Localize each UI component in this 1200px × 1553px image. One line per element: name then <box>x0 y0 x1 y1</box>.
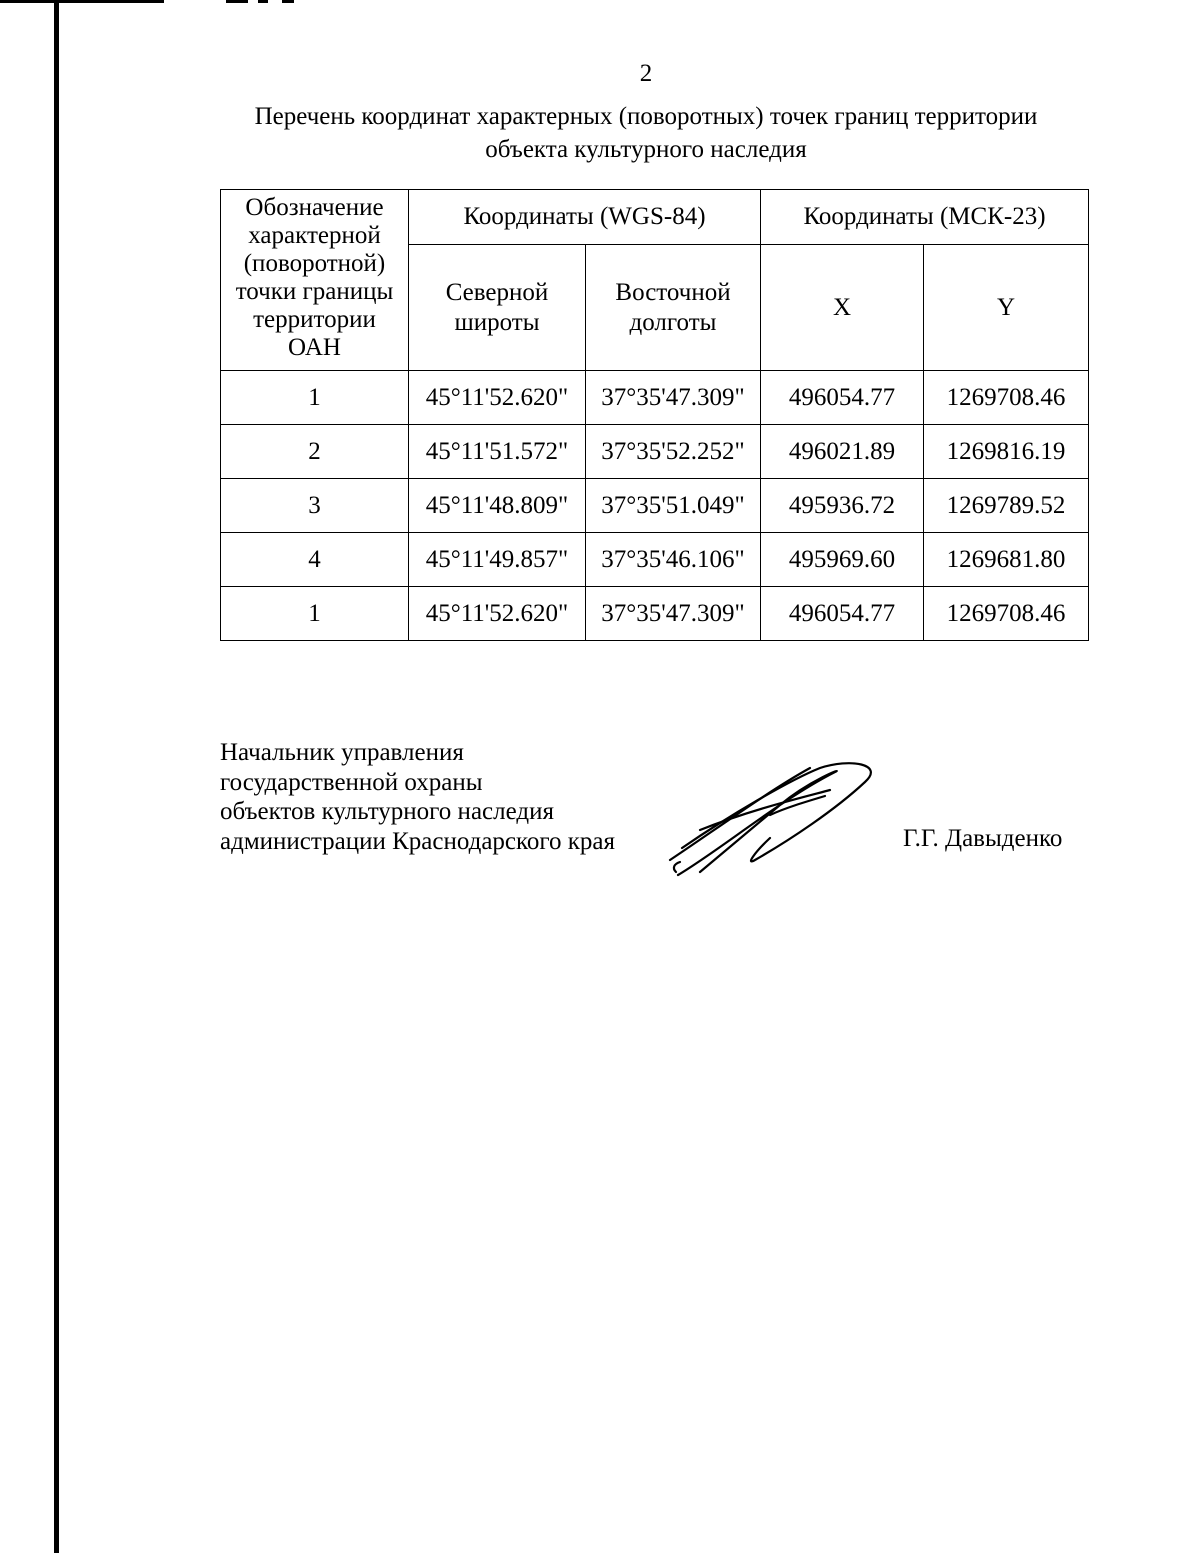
cell-y: 1269681.80 <box>924 533 1089 587</box>
cell-x: 496021.89 <box>761 425 924 479</box>
cell-east: 37°35'51.049" <box>586 479 761 533</box>
cell-x: 495936.72 <box>761 479 924 533</box>
signer-position <box>220 738 615 856</box>
table-row <box>221 371 1089 425</box>
header-designation-line: ОАН <box>288 334 341 361</box>
position-line: администрации Краснодарского края <box>220 827 616 855</box>
header-y: Y <box>924 245 1089 371</box>
cell-x: 496054.77 <box>761 371 924 425</box>
position-line: объектов культурного наследия <box>220 798 554 825</box>
handwritten-signature <box>660 760 890 885</box>
cell-x: 496054.77 <box>761 587 924 641</box>
cell-point: 4 <box>221 533 409 587</box>
table-row <box>221 533 1089 587</box>
header-designation-line: характерной <box>248 222 381 249</box>
table-header-row <box>221 190 1089 245</box>
cell-east: 37°35'47.309" <box>586 371 761 425</box>
scan-top-mark <box>226 0 306 4</box>
cell-point: 2 <box>221 425 409 479</box>
header-designation-line: территории <box>253 306 376 333</box>
cell-east: 37°35'46.106" <box>586 533 761 587</box>
cell-point: 1 <box>221 587 409 641</box>
cell-y: 1269789.52 <box>924 479 1089 533</box>
cell-y: 1269708.46 <box>924 371 1089 425</box>
title-line-1: Перечень координат характерных (поворотных) точек границ территории <box>254 103 1038 130</box>
header-north-line: широты <box>454 308 540 336</box>
cell-east: 37°35'47.309" <box>586 587 761 641</box>
cell-north: 45°11'52.620" <box>409 587 586 641</box>
header-east-line: долготы <box>629 308 717 336</box>
coordinates-table <box>220 189 1089 641</box>
header-north-line: Северной <box>445 278 549 306</box>
cell-point: 3 <box>221 479 409 533</box>
cell-x: 495969.60 <box>761 533 924 587</box>
table-row <box>221 425 1089 479</box>
table-row <box>221 479 1089 533</box>
table-row <box>221 587 1089 641</box>
header-east-longitude <box>586 245 761 371</box>
header-north-latitude <box>409 245 586 371</box>
header-designation-line: точки границы <box>235 278 394 305</box>
cell-north: 45°11'52.620" <box>409 371 586 425</box>
cell-north: 45°11'51.572" <box>409 425 586 479</box>
header-designation-line: Обозначение <box>245 194 384 221</box>
cell-north: 45°11'49.857" <box>409 533 586 587</box>
header-wgs84-group: Координаты (WGS-84) <box>409 190 761 245</box>
scan-top-rule <box>0 0 164 3</box>
cell-point: 1 <box>221 371 409 425</box>
document-title <box>200 100 1092 166</box>
signer-name: Г.Г. Давыденко <box>903 825 1063 852</box>
page-number: 2 <box>639 60 653 87</box>
header-designation-line: (поворотной) <box>243 250 386 277</box>
scan-edge-bar <box>54 0 59 1553</box>
cell-y: 1269816.19 <box>924 425 1089 479</box>
header-east-line: Восточной <box>615 278 731 306</box>
header-point-designation <box>221 190 409 371</box>
cell-north: 45°11'48.809" <box>409 479 586 533</box>
header-msk23-group: Координаты (МСК-23) <box>761 190 1089 245</box>
title-line-2: объекта культурного наследия <box>485 136 807 163</box>
position-line: Начальник управления <box>220 739 464 766</box>
cell-east: 37°35'52.252" <box>586 425 761 479</box>
header-x: X <box>761 245 924 371</box>
position-line: государственной охраны <box>220 768 483 796</box>
cell-y: 1269708.46 <box>924 587 1089 641</box>
